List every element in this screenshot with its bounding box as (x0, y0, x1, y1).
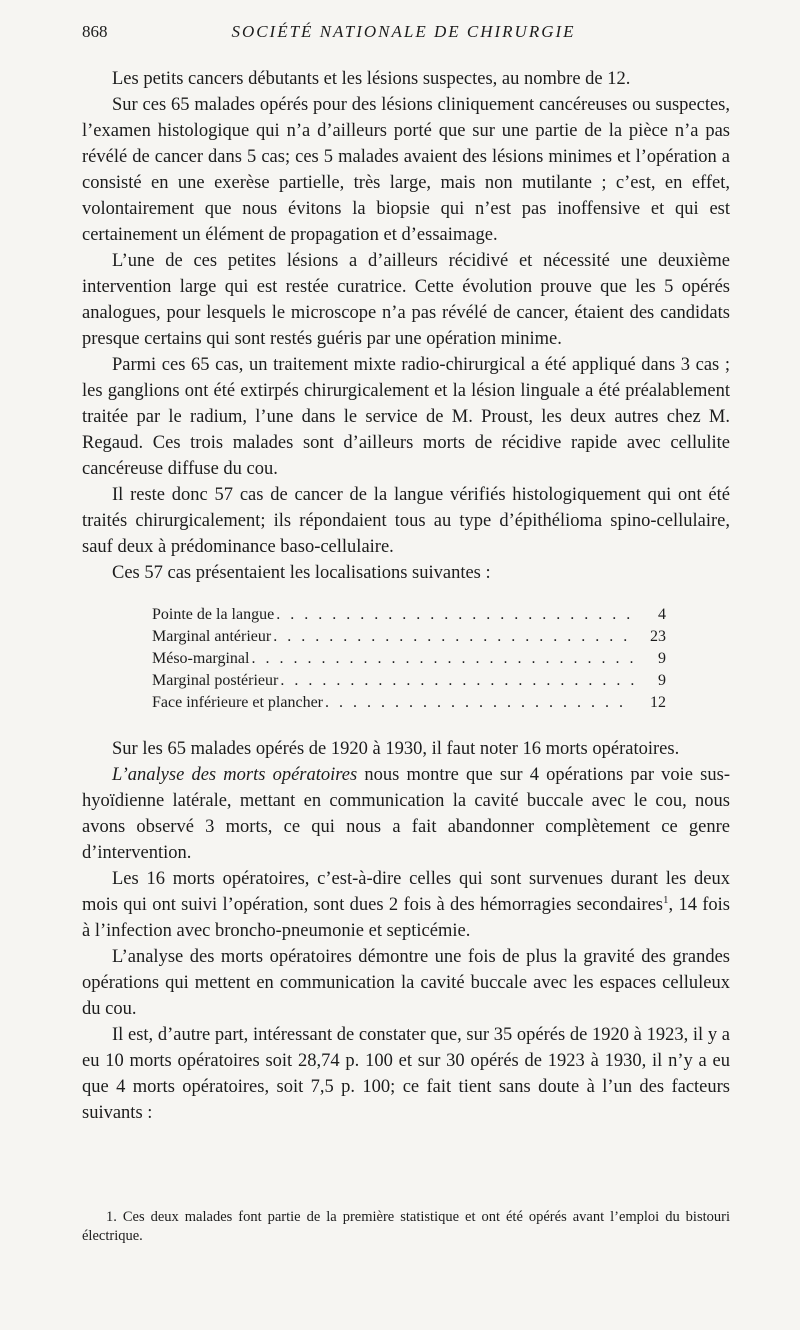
paragraph-8 (82, 762, 730, 866)
paragraph-4: Parmi ces 65 cas, un traitement mixte radio-chirurgical a été appliqué dans 3 cas ; les ganglions ont été extirpés chirurgicalement et la lésion linguale a été préalablement traitée par le radium, l’une dans le service de M. Proust, les deux autres chez M. Regaud. Ces trois malades sont d’ailleurs morts de récidive rapide avec cellulite cancéreuse diffuse du cou. (82, 355, 730, 479)
localisation-row (152, 604, 666, 626)
paragraph-9 (82, 866, 730, 944)
footnote: 1. Ces deux malades font partie de la première statistique et ont été opérés avant l’emploi du bistouri électrique. (82, 1209, 730, 1244)
paragraph-9-text: Les 16 morts opératoires, c’est-à-dire celles qui sont survenues durant les deux mois qui ont suivi l’opération, sont dues 2 fois à des hémorragies secondaires (82, 869, 730, 915)
paragraph-1: Les petits cancers débutants et les lésions suspectes, au nombre de 12. (112, 69, 631, 89)
paragraph-11: Il est, d’autre part, intéressant de constater que, sur 35 opérés de 1920 à 1923, il y a eu 10 morts opératoires soit 28,74 p. 100 et sur 30 opérés de 1923 à 1930, il n’y a eu que 4 morts opératoires, soit 7,5 p. 100; ce fait tient sans doute à l’un des facteurs suivants : (82, 1025, 730, 1123)
localisation-row (152, 626, 666, 648)
localisation-count: 4 (658, 606, 666, 623)
localisation-label: Pointe de la langue (152, 606, 275, 623)
localisation-row (152, 670, 666, 692)
localisation-count: 23 (650, 628, 666, 645)
paragraph-10: L’analyse des morts opératoires démontre une fois de plus la gravité des grandes opérations qui mettent en communication la cavité buccale avec les espaces celluleux du cou. (82, 947, 730, 1019)
localisation-label: Marginal antérieur (152, 628, 272, 645)
page-header (82, 22, 725, 46)
leader-dots (251, 648, 634, 670)
localisation-label: Méso-marginal (152, 650, 250, 667)
localisation-count: 12 (650, 694, 666, 711)
localisation-list (152, 604, 666, 714)
localisation-label: Face inférieure et plancher (152, 694, 324, 711)
paragraph-3: L’une de ces petites lésions a d’ailleurs récidivé et nécessité une deuxième intervention large qui est restée curatrice. Cette évolution prouve que les 5 opérés analogues, pour lesquels le microscope n’a pas révélé de cancer, étaient des candidats presque certains qui sont restés guéris par une opération minime. (82, 251, 730, 349)
leader-dots (280, 670, 634, 692)
italic-phrase: L’analyse des morts opératoires (112, 765, 358, 785)
paragraph-2: Sur ces 65 malades opérés pour des lésions cliniquement cancéreuses ou suspectes, l’examen histologique qui n’a d’ailleurs porté que sur une partie de la pièce n’a pas révélé de cancer dans 5 cas; ces 5 malades avaient des lésions minimes et l’opération a consisté en une exerèse partielle, très large, mais non mutilante ; c’est, en effet, volontairement que nous évitons la biopsie qui n’est pas inoffensive et qui est certainement un élément de propagation et d’essaimage. (82, 95, 730, 245)
localisation-label: Marginal postérieur (152, 672, 279, 689)
running-title: SOCIÉTÉ NATIONALE DE CHIRURGIE (231, 22, 576, 41)
leader-dots (325, 692, 634, 714)
localisation-count: 9 (658, 672, 666, 689)
localisation-row (152, 692, 666, 714)
leader-dots (276, 604, 634, 626)
footnote-reference: 1 (663, 893, 669, 906)
localisation-count: 9 (658, 650, 666, 667)
body-text (82, 66, 730, 1126)
paragraph-5: Il reste donc 57 cas de cancer de la langue vérifiés histologiquement qui ont été traités chirurgicalement; ils répondaient tous au type d’épithélioma spino-cellulaire, sauf deux à prédominance baso-cellulaire. (82, 485, 730, 557)
paragraph-6: Ces 57 cas présentaient les localisations suivantes : (112, 563, 491, 583)
paragraph-8-text: nous montre que sur 4 opérations par voie sus-hyoïdienne latérale, mettant en communication la cavité buccale avec le cou, nous avons observé 3 morts, ce qui nous a fait abandonner complètement ce genre d’intervention. (82, 765, 730, 863)
paragraph-7: Sur les 65 malades opérés de 1920 à 1930, il faut noter 16 morts opératoires. (112, 739, 680, 759)
page-number: 868 (82, 22, 108, 41)
leader-dots (273, 626, 634, 648)
localisation-row (152, 648, 666, 670)
paragraph-9-text-end: , 14 fois à l’infection avec broncho-pneumonie et septicémie. (82, 895, 730, 941)
